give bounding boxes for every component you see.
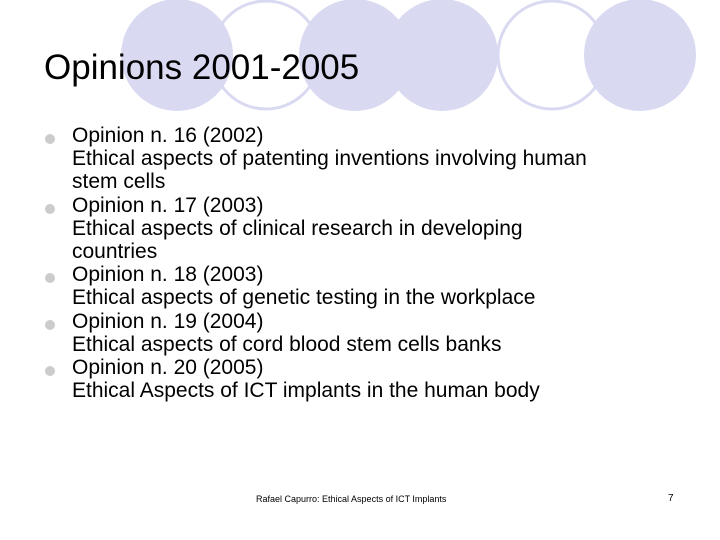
list-item [44,356,684,402]
list-item [44,310,684,356]
opinion-description: Ethical aspects of clinical research in developing [72,216,523,240]
opinion-heading: Opinion n. 18 (2003) [72,263,264,287]
opinion-heading: Opinion n. 17 (2003) [72,193,264,217]
opinion-heading: Opinion n. 19 (2004) [72,309,264,333]
bullet-icon [45,134,55,144]
opinion-description: Ethical aspects of patenting inventions involving human [72,147,587,171]
opinion-description: Ethical aspects of cord blood stem cells banks [72,332,502,356]
bullet-icon [45,273,55,283]
opinion-description: Ethical Aspects of ICT implants in the human body [72,379,540,403]
deco-circle-filled [584,0,696,111]
opinion-description: stem cells [72,170,166,194]
list-item [44,194,684,264]
opinion-description: countries [72,240,158,264]
footer-text: Rafael Capurro: Ethical Aspects of ICT Implants [256,494,447,504]
page-number: 7 [668,493,674,504]
list-item [44,263,684,309]
list-item [44,124,684,194]
slide-title: Opinions 2001-2005 [44,48,360,87]
bullet-icon [45,204,55,214]
opinion-heading: Opinion n. 20 (2005) [72,356,264,380]
opinion-heading: Opinion n. 16 (2002) [72,124,264,147]
opinion-description: Ethical aspects of genetic testing in the workplace [72,286,536,310]
bullet-list [44,124,684,402]
bullet-icon [45,320,55,330]
deco-circle-filled [386,0,498,111]
bullet-icon [45,366,55,376]
